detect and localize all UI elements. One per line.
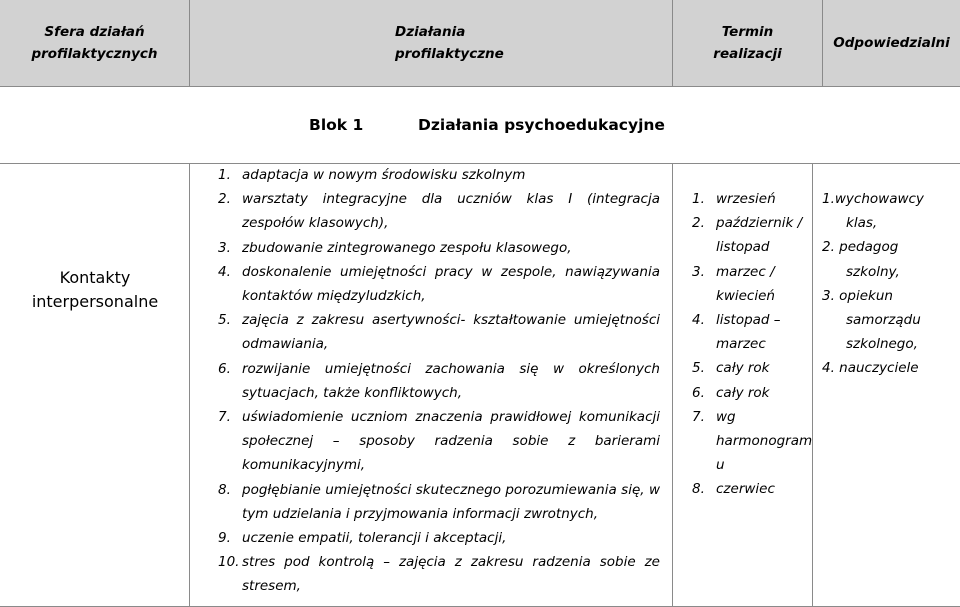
header-termin-line1: Termin xyxy=(721,24,774,40)
sfera-cell xyxy=(0,266,190,314)
terms-list xyxy=(692,187,820,502)
term-item xyxy=(692,381,820,405)
term-text-line: cały rok xyxy=(716,360,770,377)
header-termin-line2: realizacji xyxy=(713,46,782,62)
responsible-text-line: szkolny, xyxy=(846,263,900,280)
action-item xyxy=(218,236,660,260)
responsible-text-line: szkolnego, xyxy=(846,336,918,353)
action-number: 7. xyxy=(218,409,231,426)
action-text: pogłębianie umiejętności skutecznego porozumiewania się, w tym udzielania i przyjmowania informacji zwrotnych, xyxy=(242,481,660,522)
responsible-text-line: klas, xyxy=(846,215,878,232)
action-number: 4. xyxy=(218,263,231,280)
responsible-text-line: 3. opiekun xyxy=(822,287,893,304)
term-item xyxy=(692,308,820,356)
col-divider-2-body xyxy=(672,163,673,607)
action-number: 5. xyxy=(218,312,231,329)
action-text: uświadomienie uczniom znaczenia prawidłowej komunikacji społecznej – sposoby radzenia sobie z barierami komunikacyjnymi, xyxy=(242,409,660,474)
header-sfera-line1: Sfera działań xyxy=(44,24,145,40)
action-number: 2. xyxy=(218,191,231,208)
action-item xyxy=(218,550,660,598)
responsible-text-line: 4. nauczyciele xyxy=(822,360,919,377)
action-text: uczenie empatii, tolerancji i akceptacji, xyxy=(242,530,507,547)
header-sfera xyxy=(0,0,189,86)
term-number: 8. xyxy=(692,481,705,498)
term-text-line: listopad xyxy=(716,239,770,256)
term-number: 1. xyxy=(692,191,705,207)
header-odpowiedzialni-line1: Odpowiedzialni xyxy=(833,35,950,51)
action-item xyxy=(218,405,660,478)
header-termin xyxy=(673,0,822,86)
block-row xyxy=(0,87,960,163)
term-item xyxy=(692,260,820,308)
action-number: 3. xyxy=(218,239,231,256)
action-number: 8. xyxy=(218,481,231,498)
action-number: 9. xyxy=(218,530,231,547)
term-number: 2. xyxy=(692,215,705,232)
responsible-list xyxy=(822,187,958,381)
action-text: adaptacja w nowym środowisku szkolnym xyxy=(242,167,526,183)
action-text: doskonalenie umiejętności pracy w zespole, nawiązywania kontaktów międzyludzkich, xyxy=(242,263,660,305)
term-item xyxy=(692,211,820,259)
responsible-item xyxy=(822,187,958,235)
action-number: 10. xyxy=(218,554,240,571)
action-item xyxy=(218,260,660,308)
term-text-line: czerwiec xyxy=(716,481,775,498)
sfera-line2: interpersonalne xyxy=(31,292,159,311)
action-item xyxy=(218,187,660,235)
action-text: stres pod kontrolą – zajęcia z zakresu radzenia sobie ze stresem, xyxy=(242,554,660,595)
action-text: rozwijanie umiejętności zachowania się w określonych sytuacjach, także konfliktowych, xyxy=(242,360,660,401)
term-item xyxy=(692,187,820,211)
header-sfera-line2: profilaktycznych xyxy=(31,46,158,62)
action-number: 1. xyxy=(218,167,231,183)
action-text: zbudowanie zintegrowanego zespołu klasowego, xyxy=(242,239,572,256)
term-text-line: harmonogram xyxy=(716,433,813,450)
header-dzialania-line1: Działania xyxy=(395,24,466,40)
term-text-line: cały rok xyxy=(716,384,770,401)
term-text-line: u xyxy=(716,457,725,474)
block-title: Działania psychoedukacyjne xyxy=(418,116,665,134)
action-item xyxy=(218,308,660,356)
term-item xyxy=(692,477,820,501)
term-text-line: marzec / xyxy=(716,263,775,280)
action-item xyxy=(218,526,660,550)
term-text-line: październik / xyxy=(716,215,803,232)
term-text-line: marzec xyxy=(716,336,766,353)
responsible-item xyxy=(822,356,958,380)
term-number: 3. xyxy=(692,263,705,280)
responsible-item xyxy=(822,284,958,357)
term-number: 6. xyxy=(692,384,705,401)
term-number: 5. xyxy=(692,360,705,377)
responsible-text-line: 2. pedagog xyxy=(822,239,899,256)
term-text-line: wrzesień xyxy=(716,191,776,207)
sfera-line1: Kontakty xyxy=(59,268,131,287)
responsible-text-line: 1.wychowawcy xyxy=(822,191,924,207)
term-text-line: kwiecień xyxy=(716,287,775,304)
term-item xyxy=(692,405,820,478)
term-number: 4. xyxy=(692,312,705,329)
term-text-line: wg xyxy=(716,408,736,425)
header-odpowiedzialni xyxy=(823,0,960,86)
responsible-item xyxy=(822,235,958,283)
action-text: warsztaty integracyjne dla uczniów klas I (integracja zespołów klasowych), xyxy=(242,191,660,232)
responsible-text-line: samorządu xyxy=(846,312,921,329)
header-dzialania xyxy=(190,0,672,86)
term-number: 7. xyxy=(692,408,705,425)
action-text: zajęcia z zakresu asertywności- kształtowanie umiejętności odmawiania, xyxy=(242,312,660,353)
block-number: Blok 1 xyxy=(309,116,364,134)
action-item xyxy=(218,478,660,526)
action-item xyxy=(218,163,660,187)
action-item xyxy=(218,357,660,405)
col-divider-1-body xyxy=(189,163,190,607)
actions-list xyxy=(218,163,660,599)
header-dzialania-line2: profilaktyczne xyxy=(395,46,504,62)
term-text-line: listopad – xyxy=(716,312,781,329)
action-number: 6. xyxy=(218,360,231,377)
term-item xyxy=(692,356,820,380)
